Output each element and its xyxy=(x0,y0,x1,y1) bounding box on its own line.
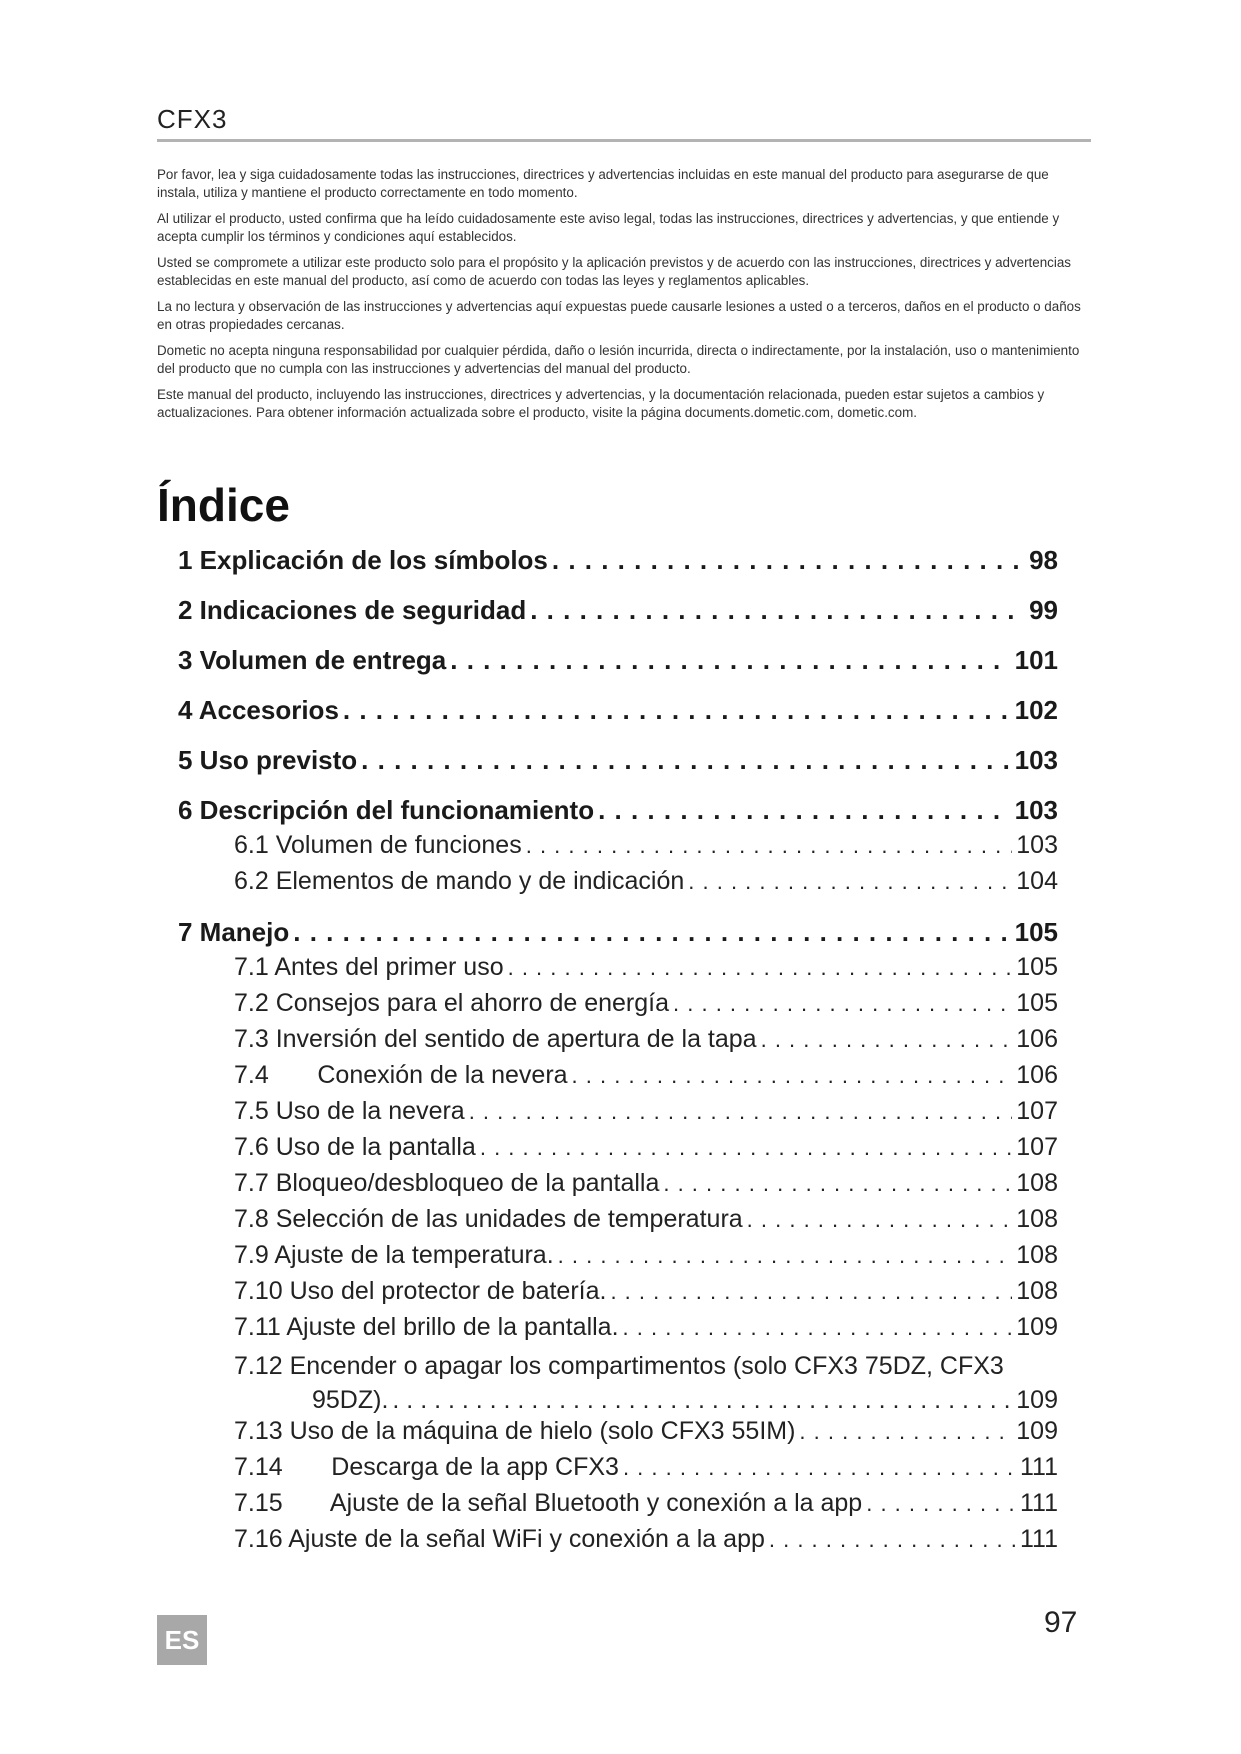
toc-label: 2 Indicaciones de seguridad xyxy=(178,595,527,625)
toc-leader xyxy=(552,545,1025,576)
legal-paragraph: Usted se compromete a utilizar este producto solo para el propósito y la aplicación previstos y de acuerdo con las instrucciones, directrices y advertencias establecidas en este manual del producto, así como de acuerdo con todas las leyes y reglamentos aplicables. xyxy=(157,255,1071,288)
toc-label: 7.7 Bloqueo/desbloqueo de la pantalla xyxy=(234,1169,660,1197)
toc-entry-7-14[interactable] xyxy=(178,1453,1058,1489)
toc-entry-7-6[interactable] xyxy=(178,1133,1058,1169)
toc-page: 111 xyxy=(1019,1453,1058,1481)
toc-label: 7.16 Ajuste de la señal WiFi y conexión a la app xyxy=(234,1525,765,1553)
toc-label: 7.5 Uso de la nevera xyxy=(234,1097,465,1125)
toc-label: 7 Manejo xyxy=(178,917,290,947)
toc-label: 4 Accesorios xyxy=(178,695,339,725)
toc-page: 104 xyxy=(1016,867,1058,895)
toc-entry-7-1[interactable] xyxy=(178,953,1058,989)
toc-page: 105 xyxy=(1016,989,1058,1017)
toc-page: 109 xyxy=(1016,1417,1058,1445)
toc-page: 103 xyxy=(1014,745,1058,775)
document-header-title: CFX3 xyxy=(157,104,228,134)
toc-leader xyxy=(480,1133,1012,1162)
toc-label: 6.1 Volumen de funciones xyxy=(234,831,522,859)
language-badge: ES xyxy=(157,1615,207,1665)
toc-label: 7.15 Ajuste de la señal Bluetooth y conexión a la app xyxy=(234,1489,863,1517)
toc-entry-7-7[interactable] xyxy=(178,1169,1058,1205)
legal-paragraph: Al utilizar el producto, usted confirma que ha leído cuidadosamente este aviso legal, todas las instrucciones, directrices y advertencias, y que entiende y acepta cumplir los términos y condiciones aquí establecidos. xyxy=(157,211,1060,244)
page-number: 97 xyxy=(1044,1606,1078,1639)
toc-leader xyxy=(361,745,1010,776)
toc-page: 102 xyxy=(1014,695,1058,725)
toc-page: 109 xyxy=(1016,1386,1058,1414)
toc-page: 105 xyxy=(1014,917,1058,947)
toc-label: 7.9 Ajuste de la temperatura. xyxy=(234,1241,554,1269)
toc-page: 107 xyxy=(1016,1097,1058,1125)
toc-entry-7-9[interactable] xyxy=(178,1241,1058,1277)
toc-leader xyxy=(799,1417,1012,1446)
toc-page: 107 xyxy=(1016,1133,1058,1161)
toc-page: 111 xyxy=(1019,1525,1058,1553)
toc-page: 109 xyxy=(1016,1313,1058,1341)
toc-label: 7.12 Encender o apagar los compartimentos (solo CFX3 75DZ, CFX3 xyxy=(234,1352,1004,1380)
toc-page: 106 xyxy=(1016,1025,1058,1053)
toc-entry-7-11[interactable] xyxy=(178,1313,1058,1349)
toc-label: 5 Uso previsto xyxy=(178,745,358,775)
toc-leader xyxy=(688,867,1012,896)
toc-page: 108 xyxy=(1016,1169,1058,1197)
toc-label: 7.4 Conexión de la nevera xyxy=(234,1061,568,1089)
toc-leader xyxy=(343,695,1011,726)
toc-page: 99 xyxy=(1029,595,1058,625)
toc-entry-7-3[interactable] xyxy=(178,1025,1058,1061)
toc-page: 108 xyxy=(1016,1277,1058,1305)
toc-leader xyxy=(526,831,1013,860)
header-divider xyxy=(157,139,1091,142)
toc-leader xyxy=(293,917,1010,948)
toc-page: 106 xyxy=(1016,1061,1058,1089)
toc-leader xyxy=(572,1061,1013,1090)
index-heading: Índice xyxy=(157,479,290,531)
toc-leader xyxy=(392,1383,1012,1417)
toc-label: 7.10 Uso del protector de batería. xyxy=(234,1277,607,1305)
toc-entry-7-12[interactable] xyxy=(178,1349,1058,1417)
toc-entry-7-16[interactable] xyxy=(178,1525,1058,1561)
toc-leader xyxy=(663,1169,1012,1198)
toc-leader xyxy=(558,1241,1013,1270)
toc-label: 7.8 Selección de las unidades de temperatura xyxy=(234,1205,743,1233)
legal-paragraph: La no lectura y observación de las instrucciones y advertencias aquí expuestas puede causarle lesiones a usted o a terceros, daños en el producto o daños en otras propiedades cercanas. xyxy=(157,299,1081,332)
toc-label: 6.2 Elementos de mando y de indicación xyxy=(234,867,685,895)
toc-entry-6-2[interactable] xyxy=(178,867,1058,903)
toc-entry-3[interactable] xyxy=(178,645,1058,681)
toc-entry-4[interactable] xyxy=(178,695,1058,731)
toc-leader xyxy=(623,1313,1013,1342)
legal-paragraph: Por favor, lea y siga cuidadosamente todas las instrucciones, directrices y advertencias incluidas en este manual del producto para asegurarse de que instala, utiliza y mantiene el producto correctamente en todo momento. xyxy=(157,167,1049,200)
toc-label: 7.6 Uso de la pantalla xyxy=(234,1133,476,1161)
toc-leader xyxy=(747,1205,1013,1234)
legal-paragraph: Este manual del producto, incluyendo las instrucciones, directrices y advertencias, y la documentación relacionada, pueden estar sujetos a cambios y actualizaciones. Para obtener información actualizada sobre el producto, visite la página documents.dometic.com, dometic.com. xyxy=(157,387,1045,420)
toc-entry-7-2[interactable] xyxy=(178,989,1058,1025)
toc-page: 111 xyxy=(1019,1489,1058,1517)
toc-entry-7-15[interactable] xyxy=(178,1489,1058,1525)
toc-label: 7.3 Inversión del sentido de apertura de la tapa xyxy=(234,1025,757,1053)
legal-paragraph: Dometic no acepta ninguna responsabilidad por cualquier pérdida, daño o lesión incurrida, directa o indirectamente, por la instalación, uso o mantenimiento del producto que no cumpla con las instrucciones y advertencias del manual del producto. xyxy=(157,343,1080,376)
toc-label: 95DZ). xyxy=(312,1386,389,1414)
toc-leader xyxy=(761,1025,1013,1054)
toc-leader xyxy=(769,1525,1016,1554)
toc-entry-7-13[interactable] xyxy=(178,1417,1058,1453)
toc-page: 103 xyxy=(1016,831,1058,859)
toc-page: 101 xyxy=(1014,645,1058,675)
toc-label: 1 Explicación de los símbolos xyxy=(178,545,548,575)
toc-entry-6[interactable] xyxy=(178,795,1058,831)
toc-entry-6-1[interactable] xyxy=(178,831,1058,867)
table-of-contents xyxy=(178,545,1058,1561)
toc-page: 103 xyxy=(1014,795,1058,825)
toc-label: 7.1 Antes del primer uso xyxy=(234,953,504,981)
toc-leader xyxy=(673,989,1012,1018)
toc-label: 7.2 Consejos para el ahorro de energía xyxy=(234,989,670,1017)
toc-leader xyxy=(530,595,1025,626)
toc-label: 7.14 Descarga de la app CFX3 xyxy=(234,1453,619,1481)
toc-entry-7[interactable] xyxy=(178,917,1058,953)
toc-page: 108 xyxy=(1016,1241,1058,1269)
toc-leader xyxy=(623,1453,1016,1482)
legal-notice xyxy=(157,166,1091,430)
toc-leader xyxy=(866,1489,1016,1518)
toc-label: 7.11 Ajuste del brillo de la pantalla. xyxy=(234,1313,619,1341)
toc-label: 6 Descripción del funcionamiento xyxy=(178,795,595,825)
toc-entry-7-4[interactable] xyxy=(178,1061,1058,1097)
toc-page: 108 xyxy=(1016,1205,1058,1233)
toc-entry-2[interactable] xyxy=(178,595,1058,631)
toc-leader xyxy=(469,1097,1013,1126)
toc-label: 3 Volumen de entrega xyxy=(178,645,447,675)
toc-label: 7.13 Uso de la máquina de hielo (solo CFX3 55IM) xyxy=(234,1417,796,1445)
toc-page: 98 xyxy=(1029,545,1058,575)
toc-entry-1[interactable] xyxy=(178,545,1058,581)
toc-entry-5[interactable] xyxy=(178,745,1058,781)
toc-leader xyxy=(508,953,1013,982)
toc-entry-7-8[interactable] xyxy=(178,1205,1058,1241)
toc-entry-7-10[interactable] xyxy=(178,1277,1058,1313)
toc-label-continuation xyxy=(234,1383,1058,1417)
toc-entry-7-5[interactable] xyxy=(178,1097,1058,1133)
toc-leader xyxy=(610,1277,1012,1306)
toc-leader xyxy=(598,795,1011,826)
toc-page: 105 xyxy=(1016,953,1058,981)
toc-leader xyxy=(450,645,1010,676)
